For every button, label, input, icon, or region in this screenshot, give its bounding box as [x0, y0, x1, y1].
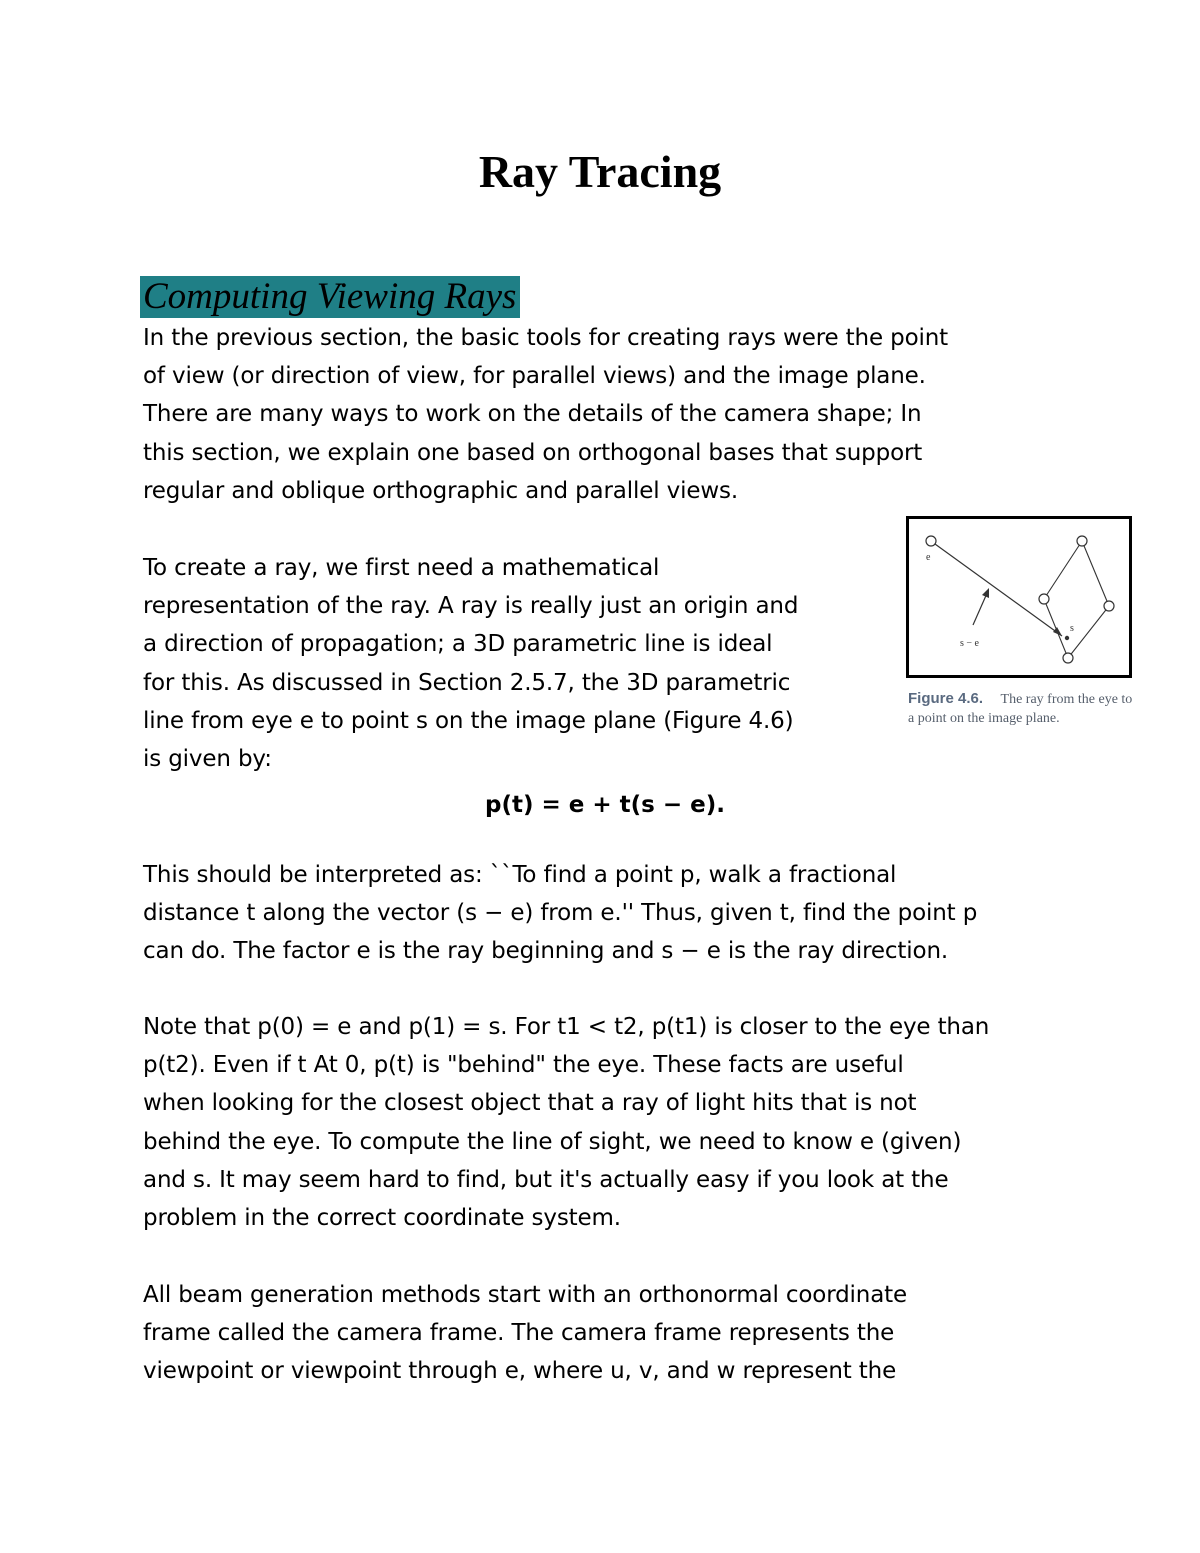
text-line: distance t along the vector (s − e) from e.'' Thus, given t, find the point p: [143, 900, 978, 927]
text-line: line from eye e to point s on the image plane (Figure 4.6): [143, 707, 794, 734]
text-line: All beam generation methods start with an orthonormal coordinate: [143, 1282, 908, 1308]
text-line: This should be interpreted as: ``To find a point p, walk a fractional: [143, 862, 897, 888]
text-line: when looking for the closest object that a ray of light hits that is not: [143, 1090, 917, 1117]
object-vertex: [1104, 601, 1114, 611]
text-line: p(t2). Even if t At 0, p(t) is "behind" the eye. These facts are useful: [143, 1052, 904, 1079]
ray-equation: p(t) = e + t(s − e).: [485, 792, 725, 818]
eye-point: [926, 536, 936, 546]
text-line: of view (or direction of view, for parallel views) and the image plane.: [143, 363, 926, 390]
s-minus-e-arrowhead: [982, 588, 989, 598]
point-s: [1065, 636, 1069, 640]
text-line: representation of the ray. A ray is really just an origin and: [143, 593, 799, 620]
object-vertex: [1077, 536, 1087, 546]
page-title: Ray Tracing: [478, 146, 722, 197]
object-edge: [1068, 606, 1109, 658]
label-s-minus-e: s − e: [960, 638, 979, 649]
paragraph-intro: [143, 319, 948, 510]
text-line: can do. The factor e is the ray beginning and s − e is the ray direction.: [143, 938, 949, 965]
figure-4-6-diagram: [906, 516, 1132, 678]
text-line: Note that p(0) = e and p(1) = s. For t1 < t2, p(t1) is closer to the eye than: [143, 1014, 990, 1040]
object-vertex: [1039, 594, 1049, 604]
text-line: problem in the correct coordinate system.: [143, 1205, 621, 1232]
ray-diagram: [909, 519, 1129, 675]
text-line: behind the eye. To compute the line of sight, we need to know e (given): [143, 1128, 962, 1155]
text-line: viewpoint or viewpoint through e, where u, v, and w represent the: [143, 1358, 897, 1385]
figure-label: Figure 4.6.: [908, 690, 984, 707]
text-line: frame called the camera frame. The camera frame represents the: [143, 1320, 895, 1347]
object-edge: [1044, 599, 1068, 658]
label-s: s: [1070, 623, 1074, 634]
object-vertex: [1063, 653, 1073, 663]
text-line: and s. It may seem hard to find, but it's actually easy if you look at the: [143, 1166, 949, 1193]
text-line: To create a ray, we first need a mathematical: [143, 555, 660, 581]
text-line: regular and oblique orthographic and parallel views.: [143, 477, 738, 504]
text-line: There are many ways to work on the details of the camera shape; In: [143, 401, 922, 428]
paragraph-notes: [143, 1008, 989, 1237]
paragraph-camera-frame: [143, 1276, 907, 1391]
object-edge: [1082, 541, 1109, 606]
text-line: this section, we explain one based on orthogonal bases that support: [143, 439, 923, 466]
section-heading: Computing Viewing Rays: [140, 276, 520, 318]
text-line: a direction of propagation; a 3D parametric line is ideal: [143, 631, 773, 658]
paragraph-ray-definition: [143, 549, 798, 778]
figure-description: The ray from the eye to a point on the image plane.: [908, 692, 1133, 726]
text-line: In the previous section, the basic tools for creating rays were the point: [143, 325, 949, 351]
text-line: is given by:: [143, 746, 272, 773]
figure-caption: [908, 689, 1136, 728]
label-e: e: [926, 552, 931, 563]
text-line: for this. As discussed in Section 2.5.7, the 3D parametric: [143, 669, 791, 696]
object-edge: [1044, 541, 1082, 599]
ray-line: [935, 544, 1062, 636]
paragraph-interpretation: [143, 856, 977, 971]
